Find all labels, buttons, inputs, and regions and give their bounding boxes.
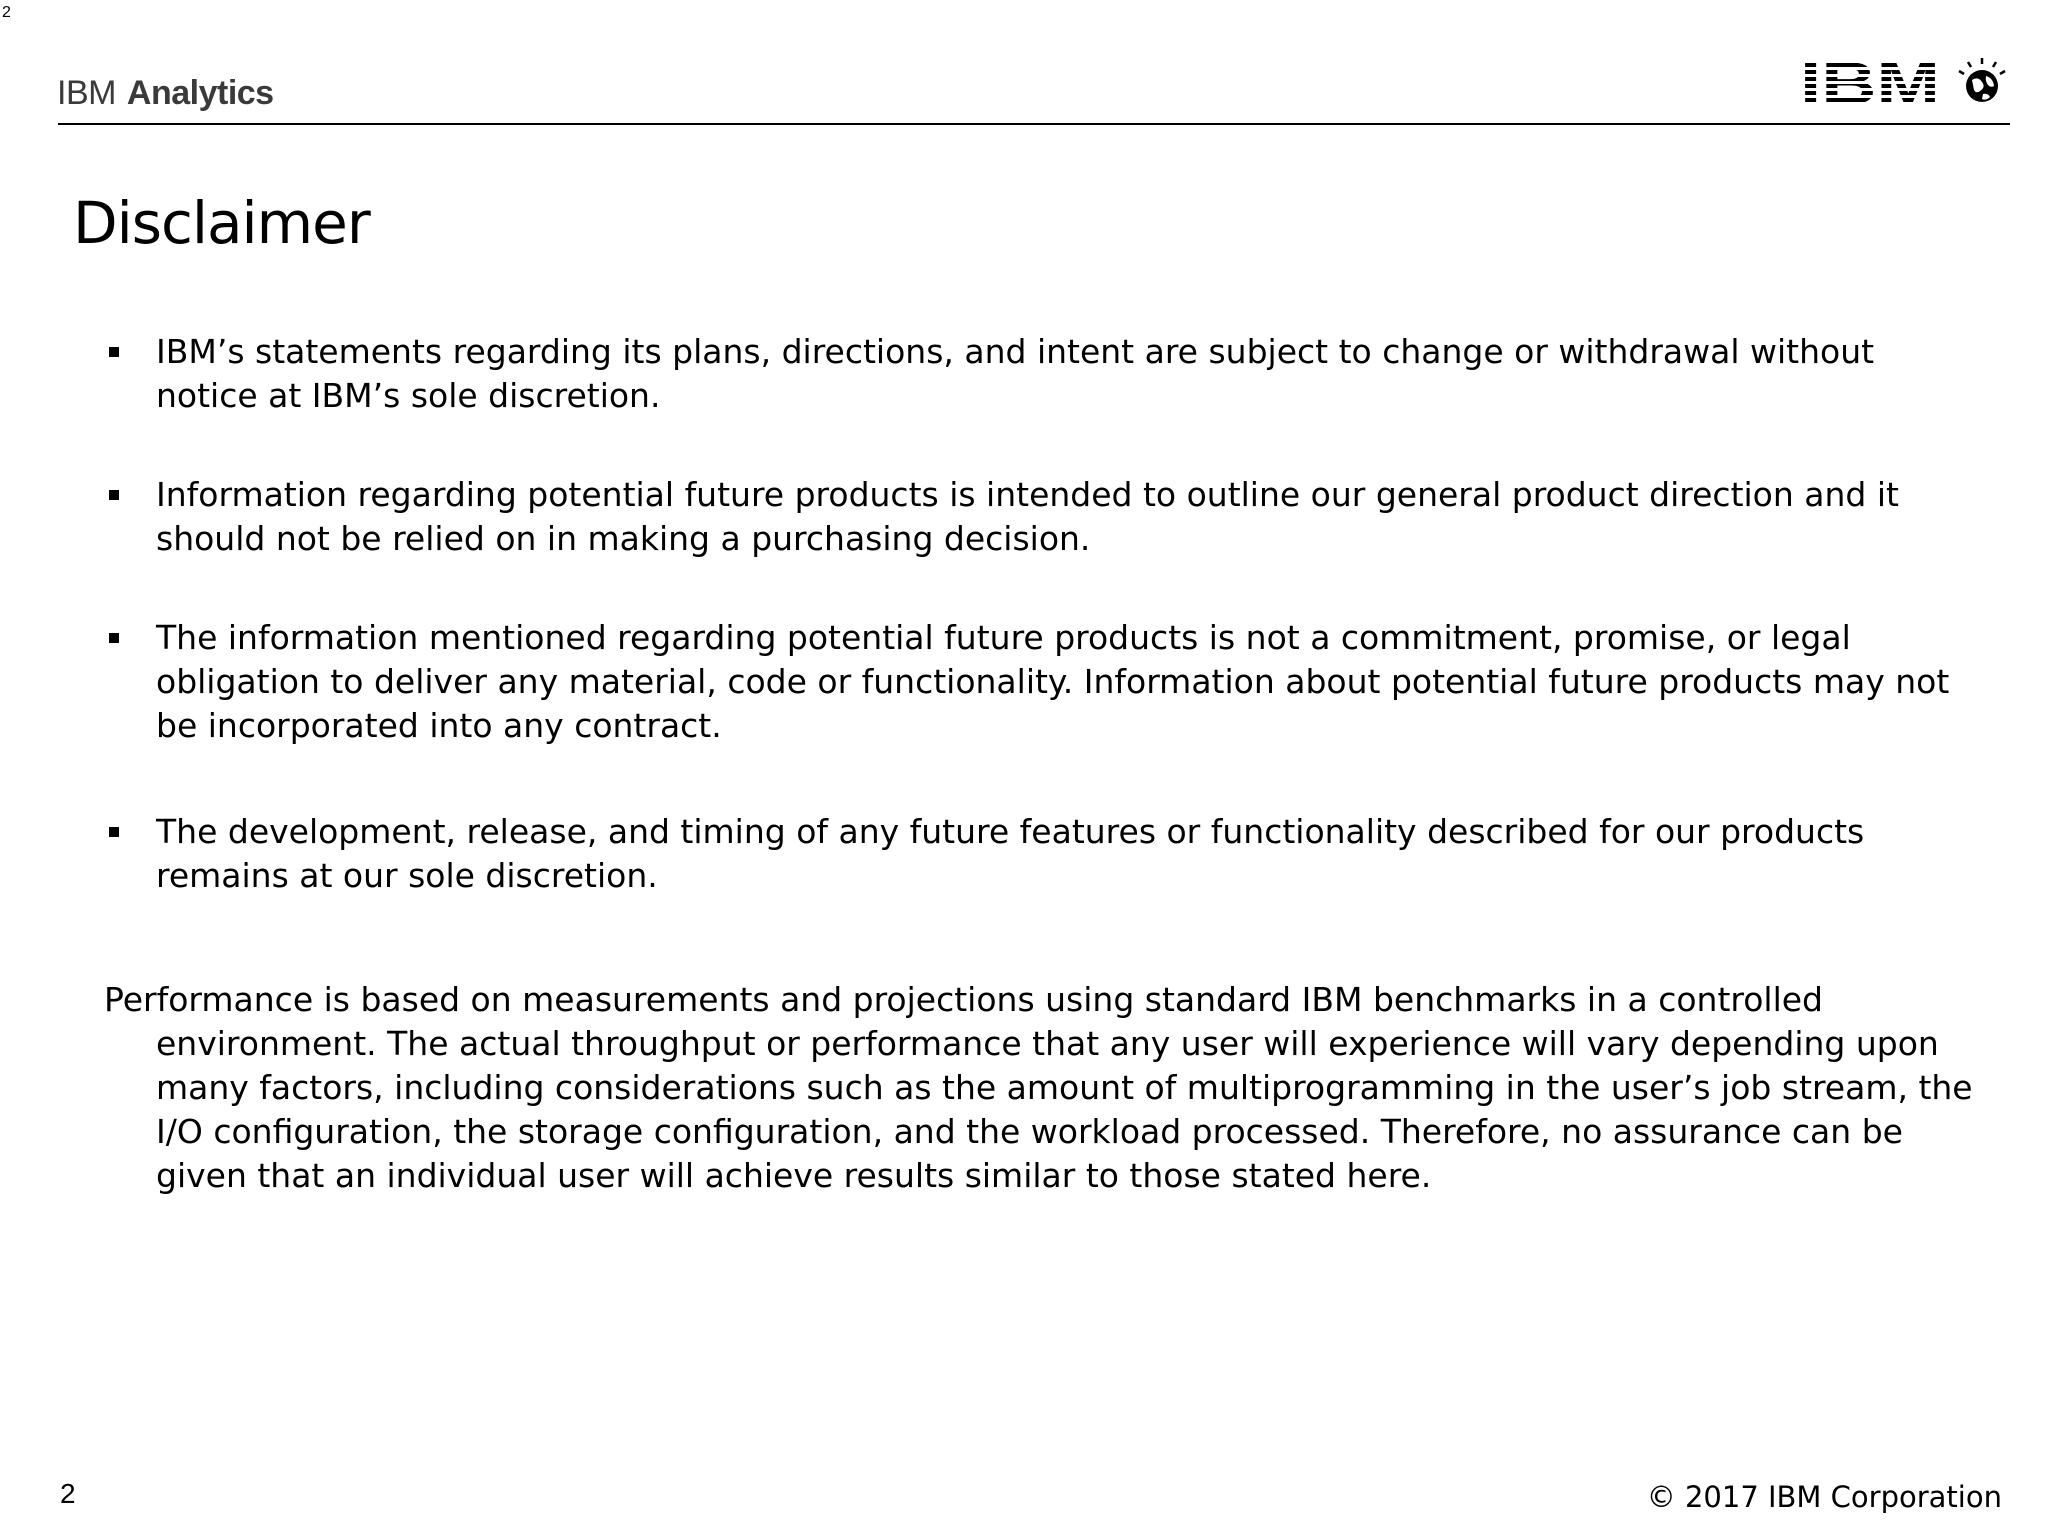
footer-copyright: © 2017 IBM Corporation xyxy=(1646,1480,2002,1514)
bullet-item xyxy=(104,810,1974,898)
bullet-item xyxy=(104,616,1974,748)
performance-paragraph: Performance is based on measurements and projections using standard IBM benchmarks in a controlled environment. The actual throughput or performance that any user will experience will vary depending upon many factors, including considerations such as the amount of multiprogramming in the user’s job stream, the I/O configuration, the storage configuration, and the workload processed. Therefore, no assurance can be given that an individual user will achieve results similar to those stated here. xyxy=(104,980,1973,1195)
bullet-item xyxy=(104,330,1974,418)
bullet-text: The information mentioned regarding potential future products is not a commitment, promise, or legal obligation to deliver any material, code or functionality. Information about potential future products may not be incorporated into any contract. xyxy=(156,618,1950,745)
corner-page-number: 2 xyxy=(2,4,11,21)
bullet-square-icon xyxy=(109,827,119,837)
page-title: Disclaimer xyxy=(73,188,370,257)
bullet-square-icon xyxy=(109,347,119,357)
ibm-logo xyxy=(1800,52,2010,112)
ibm-logo-icon: IBM xyxy=(1800,52,2010,112)
footer-page-number: 2 xyxy=(60,1478,76,1509)
disclaimer-content xyxy=(104,330,1974,1231)
brand-name: Analytics xyxy=(126,74,274,112)
bullet-list xyxy=(104,330,1974,898)
bullet-text: The development, release, and timing of any future features or functionality described for our products remains at our sole discretion. xyxy=(156,812,1865,895)
globe-icon xyxy=(1959,58,2005,102)
brand-prefix: IBM xyxy=(57,74,116,112)
bullet-text: Information regarding potential future products is intended to outline our general product direction and it should not be relied on in making a purchasing decision. xyxy=(156,475,1899,558)
bullet-square-icon xyxy=(109,633,119,643)
bullet-item xyxy=(104,473,1974,561)
bullet-text: IBM’s statements regarding its plans, directions, and intent are subject to change or withdrawal without notice at IBM’s sole discretion. xyxy=(156,332,1875,415)
header-brand xyxy=(57,74,274,113)
header-divider xyxy=(58,123,2010,125)
bullet-square-icon xyxy=(109,490,119,500)
